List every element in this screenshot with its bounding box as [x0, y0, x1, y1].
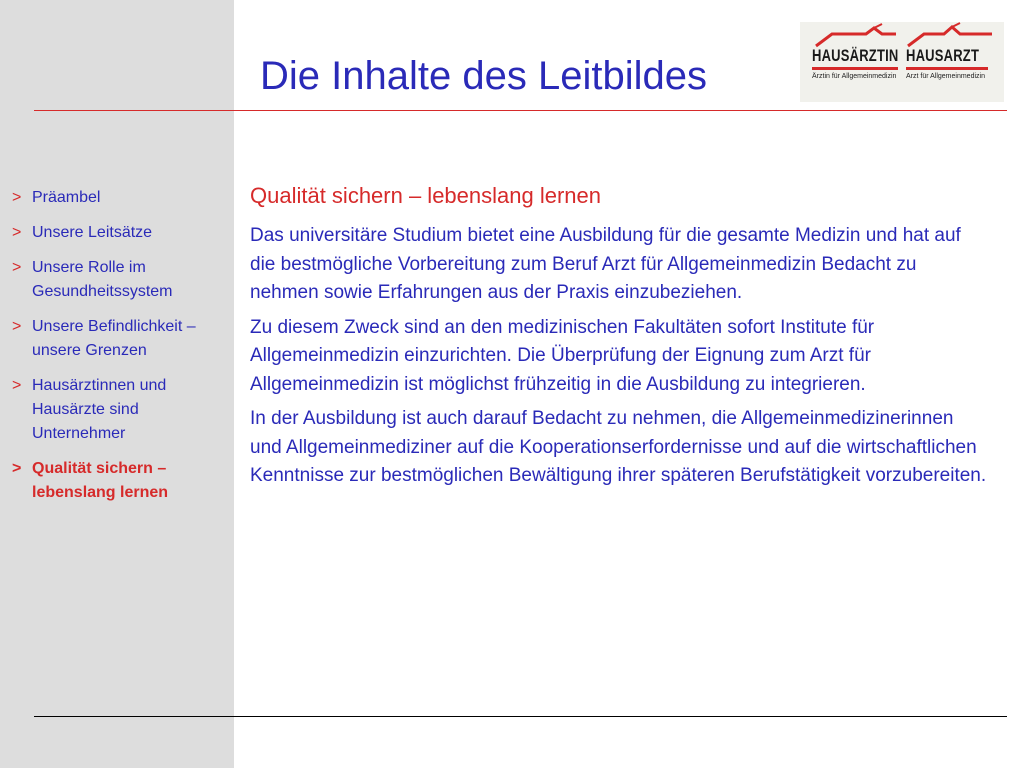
- logo-right-underline: [906, 67, 988, 70]
- section-heading: Qualität sichern – lebenslang lernen: [250, 183, 602, 208]
- nav-item-label: Unsere Rolle im Gesundheitssystem: [32, 259, 173, 300]
- logo-right-name: HAUSARZT: [906, 46, 980, 65]
- bullet-marker: >: [12, 318, 22, 335]
- roof-icon: [904, 22, 1000, 48]
- bullet-marker: >: [12, 259, 22, 276]
- nav-item-praeambel[interactable]: [12, 186, 228, 210]
- main-content: [250, 180, 990, 497]
- logo-hausaerztin: [810, 22, 902, 102]
- logo-left-underline: [812, 67, 898, 70]
- paragraph: Zu diesem Zweck sind an den medizinischen Fakultäten sofort Institute für Allgemeinmedizin einzurichten. Die Überprüfung der Eignung zum Arzt für Allgemeinmedizin ist möglichst frühzeitig in die Ausbildung zu integrieren.: [250, 316, 875, 395]
- logo-hausarzt: [904, 22, 1000, 102]
- logo: [800, 22, 1004, 102]
- page-title: Die Inhalte des Leitbildes: [260, 54, 707, 98]
- nav-item-label: Unsere Leitsätze: [32, 224, 153, 241]
- bullet-marker: >: [12, 460, 22, 477]
- paragraph: In der Ausbildung ist auch darauf Bedacht zu nehmen, die Allgemeinmedizinerinnen und Allgemeinmediziner auf die Kooperationserfordernisse und auf die wirtschaftlichen Kenntnisse zur bestmöglichen Bewältigung ihrer späteren Berufstätigkeit vorzubereiten.: [250, 408, 987, 486]
- nav-item-befindlichkeit[interactable]: [12, 315, 228, 363]
- footer-divider: [34, 716, 1007, 717]
- title-divider: [34, 110, 1007, 111]
- bullet-marker: >: [12, 377, 22, 394]
- nav-item-leitsaetze[interactable]: [12, 221, 228, 245]
- nav-item-rolle[interactable]: [12, 256, 228, 304]
- nav-item-unternehmer[interactable]: [12, 374, 228, 446]
- nav-item-label: Hausärztinnen und Hausärzte sind Unternehmer: [32, 377, 167, 442]
- nav-item-qualitaet[interactable]: [12, 457, 228, 505]
- logo-right-subtitle: Arzt für Allgemeinmedizin: [906, 73, 985, 80]
- sidebar-nav: [12, 186, 228, 516]
- nav-item-label: Qualität sichern – lebenslang lernen: [32, 460, 169, 501]
- logo-left-name: HAUSÄRZTIN: [812, 46, 899, 65]
- paragraph: Das universitäre Studium bietet eine Ausbildung für die gesamte Medizin und hat auf die bestmögliche Vorbereitung zum Beruf Arzt für Allgemeinmedizin Bedacht zu nehmen sowie Erfahrungen aus der Praxis einzubeziehen.: [250, 225, 961, 303]
- logo-left-subtitle: Ärztin für Allgemeinmedizin: [812, 73, 897, 80]
- bullet-marker: >: [12, 224, 22, 241]
- bullet-marker: >: [12, 189, 22, 206]
- roof-icon: [810, 22, 902, 48]
- nav-item-label: Präambel: [32, 189, 101, 206]
- nav-item-label: Unsere Befindlichkeit – unsere Grenzen: [32, 318, 196, 359]
